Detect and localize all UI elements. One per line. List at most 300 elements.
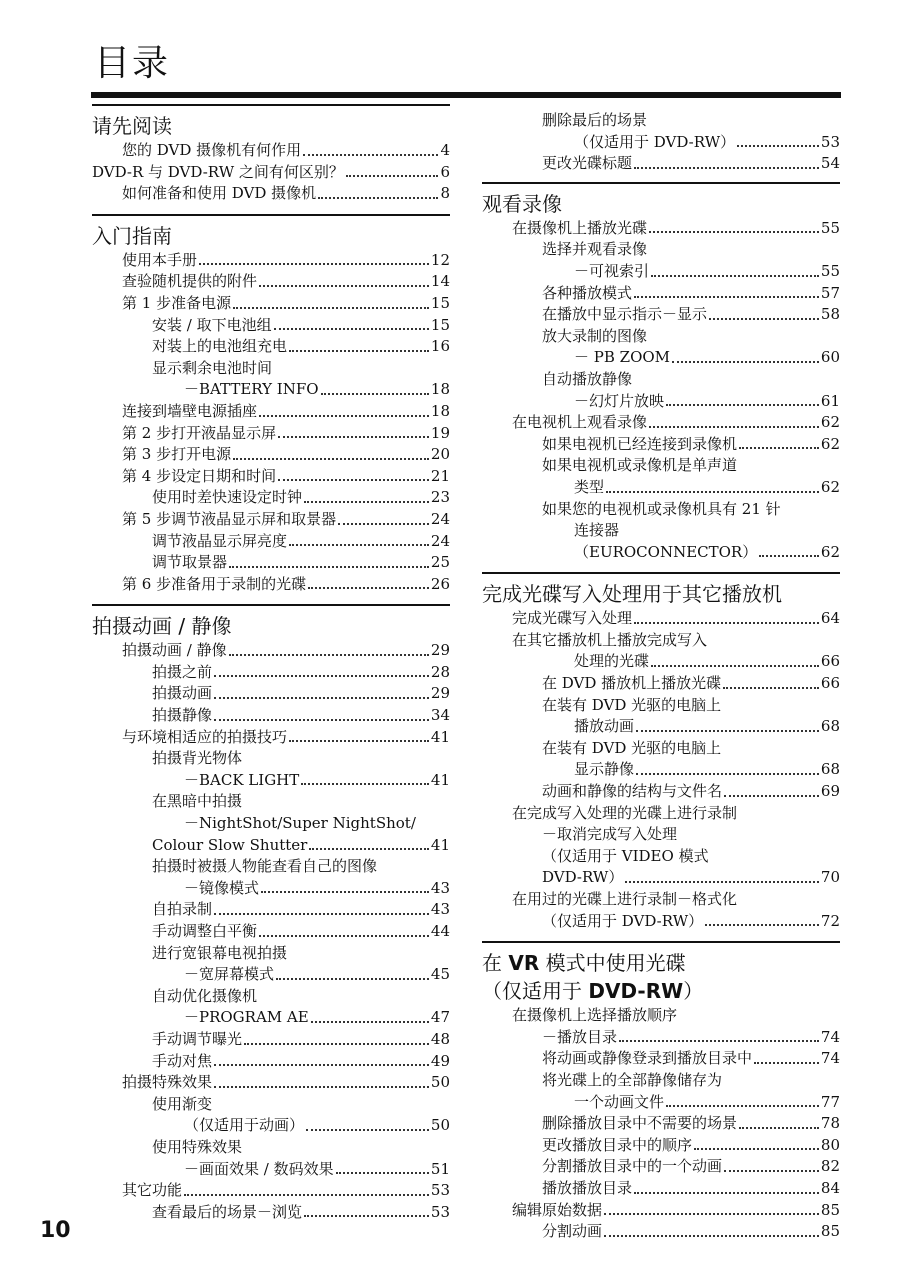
toc-entry (482, 391, 840, 413)
entry-page-number: 29 (430, 641, 450, 660)
entry-text: DVD-R 与 DVD-RW 之间有何区别？ (92, 162, 344, 181)
entry-page-number: 62 (820, 477, 840, 496)
entry-text: 删除播放目录中不需要的场景 (542, 1114, 738, 1133)
entry-text: 编辑原始数据 (512, 1200, 603, 1219)
entry-text: 第 4 步设定日期和时间 (122, 466, 277, 485)
dot-leader (306, 1129, 429, 1131)
entry-text: 拍摄之前 (152, 662, 213, 681)
entry-text: －BATTERY INFO (184, 380, 319, 399)
entry-text: 各种播放模式 (542, 283, 633, 302)
toc-entry (482, 239, 840, 261)
entry-page-number: 85 (820, 1222, 840, 1241)
section-heading: 观看录像 (482, 182, 840, 218)
dot-leader (233, 458, 429, 460)
entry-page-number: 66 (820, 652, 840, 671)
entry-page-number: 60 (820, 348, 840, 367)
entry-text: 查验随机提供的附件 (122, 272, 258, 291)
dot-leader (304, 1215, 429, 1217)
dot-leader (723, 687, 819, 689)
toc-entry (482, 499, 840, 521)
entry-text: 如果电视机或录像机是单声道 (542, 456, 738, 475)
dot-leader (308, 587, 429, 589)
toc-entry (92, 964, 450, 986)
entry-text: 拍摄时被摄人物能查看自己的图像 (152, 857, 378, 876)
toc-entry (92, 379, 450, 401)
entry-page-number: 68 (820, 760, 840, 779)
section-heading: 请先阅读 (92, 104, 450, 140)
entry-text: 查看最后的场景－浏览 (152, 1202, 303, 1221)
entry-page-number: 57 (820, 283, 840, 302)
toc-entry (482, 1027, 840, 1049)
toc-entry (482, 283, 840, 305)
entry-text: 在用过的光碟上进行录制－格式化 (512, 890, 738, 908)
entry-page-number: 54 (820, 154, 840, 173)
page-title: 目录 (94, 43, 171, 84)
entry-text: 完成光碟写入处理 (512, 609, 633, 628)
entry-text: 将动画或静像登录到播放目录中 (542, 1049, 753, 1068)
entry-text: 安装 / 取下电池组 (152, 315, 272, 334)
dot-leader (606, 491, 819, 493)
entry-page-number: 74 (820, 1049, 840, 1068)
toc-entry (92, 856, 450, 878)
dot-leader (276, 978, 429, 980)
entry-text: 调节液晶显示屏亮度 (152, 531, 288, 550)
toc-entry (482, 1178, 840, 1200)
toc-entry (482, 326, 840, 348)
toc-entry (482, 1200, 840, 1222)
toc-entry (92, 835, 450, 857)
entry-page-number: 48 (430, 1029, 450, 1048)
entry-page-number: 55 (820, 261, 840, 280)
dot-leader (724, 795, 819, 797)
entry-text: 在完成写入处理的光碟上进行录制 (512, 803, 738, 822)
dot-leader (289, 544, 429, 546)
toc-entry (92, 1202, 450, 1224)
toc-entry (92, 162, 450, 184)
toc-entry (92, 574, 450, 596)
toc-entry (482, 110, 840, 132)
toc-entries (482, 218, 840, 573)
toc-entry (482, 1113, 840, 1135)
entry-page-number: 14 (430, 272, 450, 291)
toc-entry (482, 520, 840, 542)
entry-text: 在 DVD 播放机上播放光碟 (542, 674, 722, 693)
dot-leader (303, 154, 438, 156)
entry-page-number: 12 (430, 250, 450, 269)
entry-page-number: 43 (430, 878, 450, 897)
toc-entry (92, 271, 450, 293)
dot-leader (244, 1043, 429, 1045)
dot-leader (634, 296, 819, 298)
toc-entry (92, 1094, 450, 1116)
toc-entry (482, 1092, 840, 1114)
toc-entries (482, 104, 840, 182)
toc-entries (92, 140, 450, 214)
toc-entry (92, 813, 450, 835)
toc-entry (92, 705, 450, 727)
dot-leader (739, 1127, 819, 1129)
entry-text: 使用渐变 (152, 1094, 213, 1113)
entry-text: 第 6 步准备用于录制的光碟 (122, 574, 307, 593)
entry-text: 处理的光碟 (574, 652, 650, 671)
entry-page-number: 18 (430, 401, 450, 420)
dot-leader (229, 566, 429, 568)
entry-page-number: 51 (430, 1159, 450, 1178)
toc-entry (482, 781, 840, 803)
dot-leader (259, 415, 429, 417)
dot-leader (754, 1062, 819, 1064)
toc-section (482, 572, 840, 941)
entry-text: －画面效果 / 数码效果 (184, 1159, 334, 1178)
toc-entry (92, 315, 450, 337)
entry-page-number: 70 (820, 868, 840, 887)
entry-text: 播放动画 (574, 717, 635, 736)
toc-entry (482, 1221, 840, 1243)
dot-leader (336, 1172, 429, 1174)
entry-text: － PB ZOOM (574, 348, 671, 367)
dot-leader (301, 783, 429, 785)
toc-entry (92, 921, 450, 943)
entry-text: 在播放中显示指示－显示 (542, 305, 708, 324)
entry-text: 动画和静像的结构与文件名 (542, 782, 723, 801)
toc-entry (482, 673, 840, 695)
toc-entry (482, 1070, 840, 1092)
entry-page-number: 82 (820, 1157, 840, 1176)
entry-page-number: 78 (820, 1114, 840, 1133)
dot-leader (604, 1213, 819, 1215)
entry-text: 手动对焦 (152, 1051, 213, 1070)
entry-page-number: 8 (440, 184, 450, 203)
toc-entry (92, 250, 450, 272)
entry-page-number: 20 (430, 445, 450, 464)
entry-page-number: 41 (430, 835, 450, 854)
toc-entry (92, 1180, 450, 1202)
dot-leader (709, 318, 819, 320)
entry-text: 更改光碟标题 (542, 154, 633, 173)
entry-page-number: 68 (820, 717, 840, 736)
toc-entry (92, 640, 450, 662)
toc-entry (482, 759, 840, 781)
toc-entry (92, 683, 450, 705)
toc-entry (482, 261, 840, 283)
entry-page-number: 29 (430, 684, 450, 703)
heading-bold-text: VR (508, 951, 540, 976)
toc-entry (482, 695, 840, 717)
toc-entry (92, 293, 450, 315)
toc-entry (92, 183, 450, 205)
dot-leader (338, 523, 429, 525)
entry-page-number: 50 (430, 1116, 450, 1135)
toc-entry (92, 1051, 450, 1073)
toc-section (92, 604, 450, 1232)
entry-text: 拍摄背光物体 (152, 749, 243, 768)
toc-entry (482, 1156, 840, 1178)
entry-text: －BACK LIGHT (184, 770, 300, 789)
toc-entry (482, 824, 840, 846)
entry-text: 第 1 步准备电源 (122, 293, 232, 312)
entry-text: 在摄像机上选择播放顺序 (512, 1006, 678, 1025)
entry-text: 放大录制的图像 (542, 326, 648, 345)
toc-section (482, 941, 840, 1252)
entry-text: 类型 (574, 477, 605, 496)
entry-text: 连接器 (574, 521, 620, 540)
entry-text: 手动调节曝光 (152, 1029, 243, 1048)
toc-entry (92, 1072, 450, 1094)
dot-leader (651, 665, 819, 667)
entry-text: 在摄像机上播放光碟 (512, 218, 648, 237)
entry-page-number: 53 (430, 1181, 450, 1200)
toc-entry (92, 1007, 450, 1029)
entry-page-number: 26 (430, 574, 450, 593)
section-heading: 拍摄动画 / 静像 (92, 604, 450, 640)
heading-text: 模式中使用光碟 (539, 951, 686, 976)
entry-text: 第 2 步打开液晶显示屏 (122, 423, 277, 442)
dot-leader (672, 361, 819, 363)
entry-text: Colour Slow Shutter (152, 835, 308, 854)
dot-leader (634, 1192, 819, 1194)
toc-entry (92, 899, 450, 921)
entry-text: 一个动画文件 (574, 1092, 665, 1111)
entry-page-number: 4 (440, 141, 450, 159)
dot-leader (289, 350, 429, 352)
toc-entry (92, 140, 450, 162)
toc-entries (92, 640, 450, 1232)
toc-entry (92, 1159, 450, 1181)
entry-text: 与环境相适应的拍摄技巧 (122, 727, 288, 746)
toc-entries (482, 1005, 840, 1252)
entry-text: 在其它播放机上播放完成写入 (512, 630, 708, 649)
dot-leader (214, 675, 429, 677)
toc-entry (92, 444, 450, 466)
toc-entry (482, 1135, 840, 1157)
dot-leader (199, 263, 429, 265)
entry-page-number: 23 (430, 488, 450, 507)
toc-entry (482, 846, 840, 868)
dot-leader (739, 447, 819, 449)
dot-leader (304, 501, 429, 503)
entry-text: 更改播放目录中的顺序 (542, 1135, 693, 1154)
entry-text: （仅适用于 VIDEO 模式 (542, 846, 709, 865)
entry-text: （仅适用于 DVD-RW） (542, 911, 704, 930)
entry-text: 您的 DVD 摄像机有何作用 (122, 141, 302, 159)
entry-page-number: 53 (430, 1202, 450, 1221)
heading-text: ） (683, 979, 704, 1004)
toc-entry (482, 412, 840, 434)
entry-text: 在电视机上观看录像 (512, 413, 648, 432)
toc-entry (482, 304, 840, 326)
toc-entry (482, 347, 840, 369)
toc-section (92, 214, 450, 605)
dot-leader (649, 231, 819, 233)
toc-entries (482, 608, 840, 941)
toc-entry (482, 369, 840, 391)
entry-text: －NightShot/Super NightShot/ (184, 814, 416, 833)
toc-entry (92, 336, 450, 358)
toc-entry (482, 911, 840, 933)
toc-entry (92, 878, 450, 900)
title-rule (91, 92, 841, 98)
entry-text: 拍摄静像 (152, 706, 213, 725)
entry-text: 自动优化摄像机 (152, 986, 258, 1005)
entry-text: 使用时差快速设定时钟 (152, 488, 303, 507)
dot-leader (259, 285, 429, 287)
entry-text: （仅适用于 DVD-RW） (574, 132, 736, 151)
dot-leader (184, 1194, 429, 1196)
entry-page-number: 49 (430, 1051, 450, 1070)
entry-text: －幻灯片放映 (574, 391, 665, 410)
entry-page-number: 55 (820, 218, 840, 237)
toc-entry (92, 943, 450, 965)
entry-text: －镜像模式 (184, 878, 260, 897)
entry-page-number: 77 (820, 1092, 840, 1111)
dot-leader (724, 1170, 819, 1172)
dot-leader (636, 773, 819, 775)
toc-entry (92, 1137, 450, 1159)
entry-text: 使用本手册 (122, 250, 198, 269)
entry-text: 如果您的电视机或录像机具有 21 针 (542, 499, 781, 518)
dot-leader (634, 167, 819, 169)
toc-entry (92, 1029, 450, 1051)
entry-text: 手动调整白平衡 (152, 922, 258, 940)
entry-page-number: 45 (430, 965, 450, 984)
dot-leader (278, 479, 429, 481)
entry-page-number: 43 (430, 900, 450, 919)
section-heading (482, 941, 840, 1005)
entry-text: 在黑暗中拍摄 (152, 792, 243, 811)
entry-text: 如何准备和使用 DVD 摄像机 (122, 184, 317, 203)
toc-entry (92, 509, 450, 531)
dot-leader (233, 307, 429, 309)
dot-leader (636, 730, 819, 732)
entry-text: 连接到墙壁电源插座 (122, 401, 258, 420)
entry-page-number: 47 (430, 1008, 450, 1027)
dot-leader (666, 404, 819, 406)
dot-leader (321, 393, 429, 395)
toc-entry (482, 716, 840, 738)
dot-leader (705, 924, 819, 926)
entry-page-number: 25 (430, 553, 450, 572)
dot-leader (311, 1021, 429, 1023)
toc-entry (482, 867, 840, 889)
toc-entry (92, 791, 450, 813)
entry-page-number: 41 (430, 727, 450, 746)
entry-page-number: 41 (430, 770, 450, 789)
toc-entry (482, 542, 840, 564)
entry-page-number: 53 (820, 132, 840, 151)
toc-entry (92, 986, 450, 1008)
toc-entry (92, 552, 450, 574)
entry-text: －可视索引 (574, 261, 650, 280)
dot-leader (274, 328, 429, 330)
entry-text: 在装有 DVD 光驱的电脑上 (542, 695, 722, 714)
dot-leader (261, 891, 429, 893)
entry-page-number: 80 (820, 1135, 840, 1154)
entry-page-number: 58 (820, 305, 840, 324)
dot-leader (651, 275, 819, 277)
toc-entry (482, 738, 840, 760)
toc-left-column (92, 104, 450, 1232)
toc-entry (482, 889, 840, 911)
entry-text: （EUROCONNECTOR） (574, 542, 758, 561)
entry-text: 删除最后的场景 (542, 111, 648, 129)
dot-leader (278, 436, 429, 438)
entry-text: 自动播放静像 (542, 369, 633, 388)
entry-text: 对装上的电池组充电 (152, 337, 288, 356)
toc-entry (92, 727, 450, 749)
toc-entry (482, 153, 840, 175)
entry-text: －取消完成写入处理 (542, 825, 678, 844)
toc-entry (482, 132, 840, 154)
entry-page-number: 66 (820, 674, 840, 693)
dot-leader (604, 1235, 819, 1237)
entry-text: 分割播放目录中的一个动画 (542, 1157, 723, 1176)
entry-text: 拍摄动画 (152, 684, 213, 703)
dot-leader (214, 697, 429, 699)
dot-leader (666, 1105, 819, 1107)
entry-page-number: 28 (430, 662, 450, 681)
entry-page-number: 15 (430, 293, 450, 312)
toc-entry (482, 608, 840, 630)
toc-entry (482, 218, 840, 240)
entry-text: 分割动画 (542, 1222, 603, 1241)
entry-page-number: 72 (820, 911, 840, 930)
toc-entry (482, 477, 840, 499)
entry-page-number: 69 (820, 782, 840, 801)
dot-leader (737, 145, 819, 147)
entry-text: －宽屏幕模式 (184, 965, 275, 984)
entry-text: 其它功能 (122, 1181, 183, 1200)
toc-entry (92, 487, 450, 509)
dot-leader (649, 426, 819, 428)
entry-text: －PROGRAM AE (184, 1008, 309, 1027)
entry-text: 选择并观看录像 (542, 240, 648, 259)
dot-leader (318, 197, 438, 199)
toc-entry (482, 630, 840, 652)
entry-text: （仅适用于动画） (184, 1116, 305, 1135)
entry-page-number: 62 (820, 542, 840, 561)
toc-entry (92, 466, 450, 488)
toc-entry (92, 1115, 450, 1137)
toc-entry (482, 434, 840, 456)
section-heading: 入门指南 (92, 214, 450, 250)
entry-page-number: 62 (820, 434, 840, 453)
entry-page-number: 19 (430, 423, 450, 442)
entry-text: 如果电视机已经连接到录像机 (542, 434, 738, 453)
entry-page-number: 64 (820, 609, 840, 628)
dot-leader (289, 740, 429, 742)
heading-text: 在 (482, 951, 509, 976)
entry-page-number: 34 (430, 706, 450, 725)
entry-text: 将光碟上的全部静像储存为 (542, 1070, 723, 1089)
entry-page-number: 24 (430, 509, 450, 528)
dot-leader (759, 555, 819, 557)
entry-page-number: 62 (820, 413, 840, 432)
entry-text: 第 5 步调节液晶显示屏和取景器 (122, 509, 337, 528)
toc-entry (92, 423, 450, 445)
page-number: 10 (40, 1218, 71, 1243)
dot-leader (214, 913, 429, 915)
dot-leader (259, 935, 429, 937)
dot-leader (214, 1086, 429, 1088)
entry-page-number: 24 (430, 531, 450, 550)
entry-text: DVD-RW） (542, 868, 624, 887)
dot-leader (214, 719, 429, 721)
toc-entry (92, 770, 450, 792)
entry-text: 显示剩余电池时间 (152, 358, 273, 377)
toc-entry (482, 1005, 840, 1027)
entry-text: 调节取景器 (152, 553, 228, 572)
toc-section (92, 104, 450, 214)
